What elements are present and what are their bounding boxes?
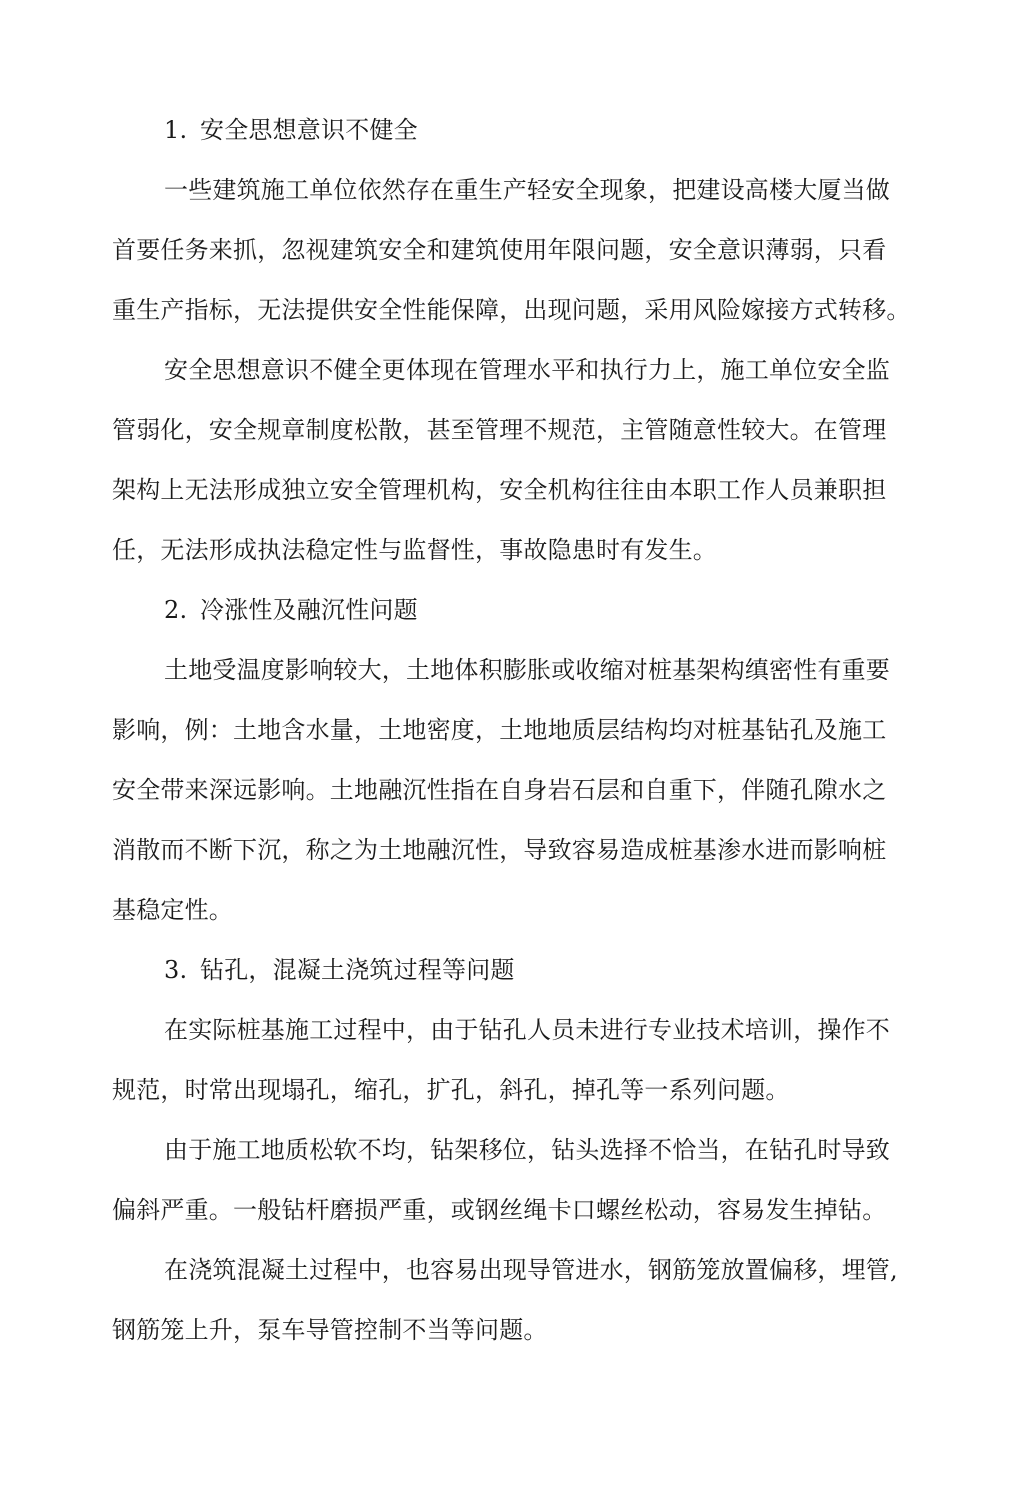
paragraph-line: 安全思想意识不健全更体现在管理水平和执行力上，施工单位安全监 — [164, 356, 890, 384]
paragraph-line: 土地受温度影响较大，土地体积膨胀或收缩对桩基架构缜密性有重要 — [164, 656, 890, 684]
paragraph-line: 由于施工地质松软不均，钻架移位，钻头选择不恰当，在钻孔时导致 — [164, 1136, 890, 1164]
paragraph-line: 管弱化，安全规章制度松散，甚至管理不规范，主管随意性较大。在管理 — [112, 416, 887, 444]
paragraph-line: 架构上无法形成独立安全管理机构，安全机构往往由本职工作人员兼职担 — [112, 476, 887, 504]
section-number: 2. — [164, 596, 188, 624]
paragraph-line: 一些建筑施工单位依然存在重生产轻安全现象，把建设高楼大厦当做 — [164, 176, 890, 204]
paragraph-line: 安全带来深远影响。土地融沉性指在自身岩石层和自重下，伴随孔隙水之 — [112, 776, 887, 804]
paragraph-line: 在实际桩基施工过程中，由于钻孔人员未进行专业技术培训，操作不 — [164, 1016, 890, 1044]
document-body — [112, 100, 911, 1360]
paragraph-line: 钢筋笼上升，泵车导管控制不当等问题。 — [112, 1316, 548, 1344]
section-number: 3. — [164, 956, 188, 984]
paragraph-line: 基稳定性。 — [112, 896, 233, 924]
paragraph-line: 在浇筑混凝土过程中，也容易出现导管进水，钢筋笼放置偏移，埋管, — [164, 1256, 898, 1284]
section-heading — [112, 100, 892, 160]
section-number: 1. — [164, 116, 188, 144]
paragraph-line: 偏斜严重。一般钻杆磨损严重，或钢丝绳卡口螺丝松动，容易发生掉钻。 — [112, 1196, 887, 1224]
section-heading — [112, 580, 892, 640]
section-title: 安全思想意识不健全 — [200, 116, 418, 144]
paragraph-line: 影响，例：土地含水量，土地密度，土地地质层结构均对桩基钻孔及施工 — [112, 716, 887, 744]
paragraph-line: 规范，时常出现塌孔，缩孔，扩孔，斜孔，掉孔等一系列问题。 — [112, 1076, 790, 1104]
paragraph-line: 任，无法形成执法稳定性与监督性，事故隐患时有发生。 — [112, 536, 717, 564]
section-title: 钻孔，混凝土浇筑过程等问题 — [200, 956, 515, 984]
section-heading — [112, 940, 892, 1000]
paragraph-line: 首要任务来抓，忽视建筑安全和建筑使用年限问题，安全意识薄弱，只看 — [112, 236, 887, 264]
paragraph-line: 重生产指标，无法提供安全性能保障，出现问题，采用风险嫁接方式转移。 — [112, 296, 911, 324]
section-title: 冷涨性及融沉性问题 — [200, 596, 418, 624]
paragraph-line: 消散而不断下沉，称之为土地融沉性，导致容易造成桩基渗水进而影响桩 — [112, 836, 887, 864]
